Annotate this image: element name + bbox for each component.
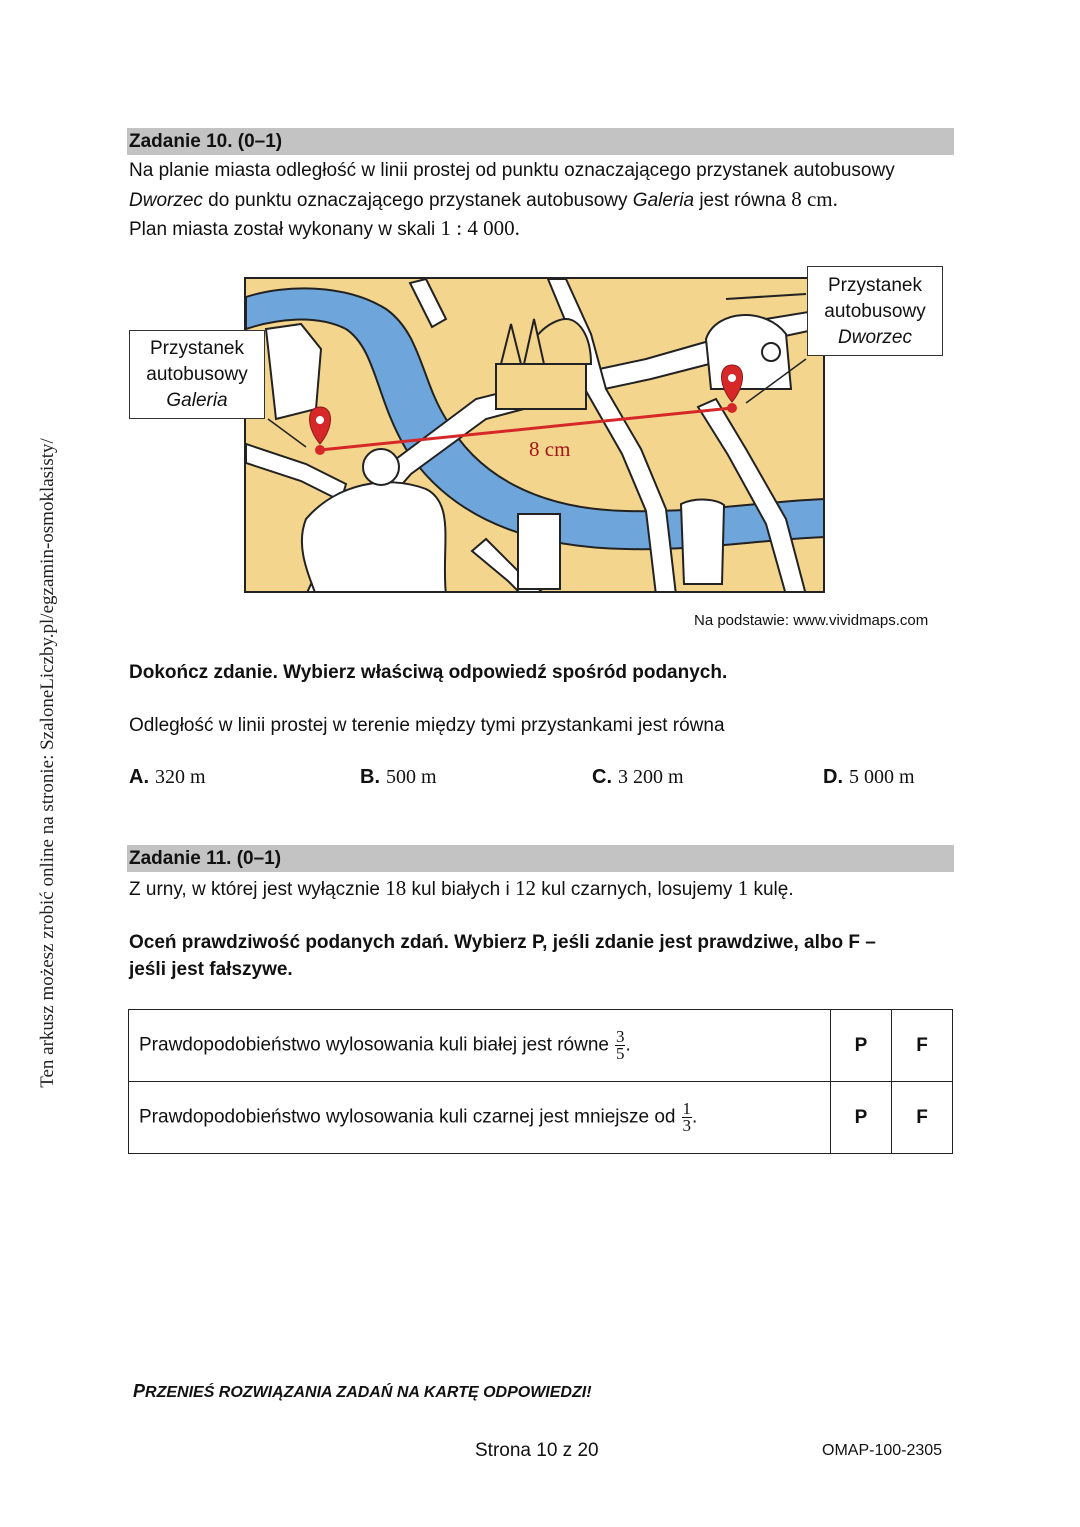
task10-line2-a: do punktu oznaczającego przystanek autobusowy [202, 190, 633, 211]
task11-stem-c: kul czarnych, losujemy [536, 879, 738, 900]
option-a-value: 320 m [155, 766, 206, 788]
task10-line1: Na planie miasta odległość w linii prostej od punktu oznaczającego przystanek autobusowy [129, 160, 895, 181]
option-d-letter: D. [823, 766, 843, 788]
exam-code: OMAP-100-2305 [822, 1442, 943, 1459]
map-source: Na podstawie: www.vividmaps.com [694, 612, 929, 629]
option-b-letter: B. [360, 766, 380, 788]
table-row [129, 1082, 953, 1154]
stop-dworzec-name: Dworzec [129, 190, 203, 211]
callout-galeria-line1: Przystanek [150, 338, 244, 359]
callout-dworzec-line1: Przystanek [828, 275, 922, 296]
option-d-value: 5 000 m [849, 766, 915, 788]
fraction-1-3 [682, 1101, 693, 1134]
fraction-1-numerator: 3 [615, 1027, 625, 1046]
callout-galeria [129, 330, 265, 419]
task10-line3-text: Plan miasta został wykonany w skali [129, 219, 441, 240]
fraction-1-denominator: 5 [615, 1044, 625, 1063]
page-number: Strona 10 z 20 [475, 1440, 599, 1461]
task11-stem [129, 874, 794, 904]
option-c-letter: C. [592, 766, 612, 788]
statement-2-p[interactable]: P [831, 1082, 892, 1154]
option-a-letter: A. [129, 766, 149, 788]
callout-dworzec-line2: autobusowy [824, 301, 926, 322]
task11-header: Zadanie 11. (0–1) [127, 845, 954, 872]
option-c[interactable] [592, 766, 684, 789]
fraction-2-denominator: 3 [682, 1116, 691, 1135]
task11-stem-b: kul białych i [406, 879, 516, 900]
task10-instruction: Dokończ zdanie. Wybierz właściwą odpowiedź spośród podanych. [129, 662, 728, 683]
task10-stem: Odległość w linii prostej w terenie między tymi przystankami jest równa [129, 715, 725, 736]
callout-dworzec-line3: Dworzec [838, 327, 912, 348]
black-balls-count: 12 [515, 876, 537, 900]
table-row [129, 1010, 953, 1082]
statement-2: Prawdopodobieństwo wylosowania kuli czarnej jest mniejsze od $\frac{1}{3}$ . [129, 1082, 831, 1154]
fraction-2-numerator: 1 [682, 1099, 691, 1118]
statement-1-p[interactable]: P [831, 1010, 892, 1082]
task10-line2 [129, 185, 838, 215]
stop-galeria-name: Galeria [632, 190, 695, 211]
option-b-value: 500 m [386, 766, 437, 788]
callout-dworzec [807, 266, 943, 356]
statement-2-text: Prawdopodobieństwo wylosowania kuli czarnej jest mniejsze od [139, 1106, 676, 1128]
statement-2-f[interactable]: F [892, 1082, 953, 1154]
task11-stem-a: Z urny, w której jest wyłącznie [129, 879, 386, 900]
option-a[interactable] [129, 766, 206, 789]
true-false-table [128, 1009, 953, 1154]
option-b[interactable] [360, 766, 437, 789]
transfer-answers-note-rest: RZENIEŚ ROZWIĄZANIA ZADAŃ NA KARTĘ ODPOWIEDZI! [145, 1384, 592, 1401]
map-scale-value: 1 : 4 000. [440, 216, 520, 240]
side-note: Ten arkusz możesz zrobić online na stronie: SzaloneLiczby.pl/egzamin-osmoklasisty/ [37, 438, 58, 1088]
city-map [244, 277, 825, 593]
callout-galeria-line2: autobusowy [146, 364, 248, 385]
option-c-value: 3 200 m [618, 766, 684, 788]
fraction-3-5 [615, 1029, 626, 1062]
task11-instruction-line1: Oceń prawdziwość podanych zdań. Wybierz P, jeśli zdanie jest prawdziwe, albo F – [129, 932, 876, 953]
statement-1-text: Prawdopodobieństwo wylosowania kuli białej jest równe [139, 1034, 609, 1056]
statement-1-f[interactable]: F [892, 1010, 953, 1082]
city-map-illustration [246, 279, 825, 593]
task11-stem-d: kulę. [748, 879, 794, 900]
task10-line2-b: jest równa [694, 190, 792, 211]
callout-galeria-line3: Galeria [166, 390, 228, 411]
map-distance-label: 8 cm [529, 437, 571, 461]
option-d[interactable] [823, 766, 915, 789]
statement-1: Prawdopodobieństwo wylosowania kuli białej jest równe $\frac{3}{5}$ . [129, 1010, 831, 1082]
task10-header: Zadanie 10. (0–1) [127, 128, 954, 155]
white-balls-count: 18 [385, 876, 407, 900]
transfer-answers-note [133, 1381, 592, 1402]
draw-count: 1 [737, 876, 749, 900]
task10-line3 [129, 214, 520, 244]
map-distance-value: 8 cm. [791, 187, 838, 211]
task11-instruction-line2: jeśli jest fałszywe. [129, 959, 293, 980]
transfer-answers-note-first: P [133, 1381, 146, 1401]
